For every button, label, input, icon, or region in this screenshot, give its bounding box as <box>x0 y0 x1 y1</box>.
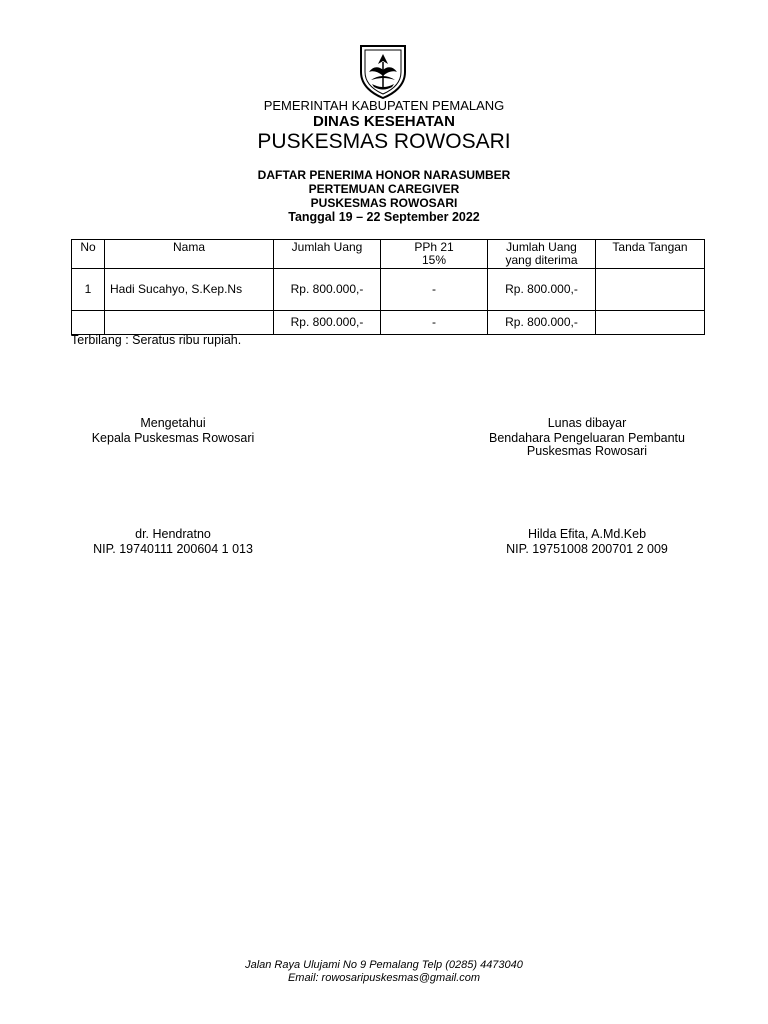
col-header-diterima: Jumlah Uang yang diterima <box>488 240 596 269</box>
cell-ttd <box>596 269 705 311</box>
cell-nama: Hadi Sucahyo, S.Kep.Ns <box>105 269 274 311</box>
right-sign-name: Hilda Efita, A.Md.Keb <box>527 527 647 541</box>
right-sign-position: Bendahara Pengeluaran Pembantu <box>489 431 685 445</box>
left-sign-nip: NIP. 19740111 200604 1 013 <box>93 542 253 556</box>
document-subtitle-place: PUSKESMAS ROWOSARI <box>310 196 458 210</box>
cell-total-no <box>72 311 105 335</box>
document-subtitle-event: PERTEMUAN CAREGIVER <box>308 182 460 196</box>
right-sign-caption: Lunas dibayar <box>547 416 627 430</box>
cell-diterima: Rp. 800.000,- <box>488 269 596 311</box>
cell-jumlah: Rp. 800.000,- <box>274 269 381 311</box>
cell-no: 1 <box>72 269 105 311</box>
left-sign-caption: Mengetahui <box>140 416 206 430</box>
col-header-jumlah: Jumlah Uang <box>274 240 381 269</box>
pemalang-emblem-logo <box>355 42 411 100</box>
header-department: DINAS KESEHATAN <box>313 113 455 130</box>
amount-in-words: Terbilang : Seratus ribu rupiah. <box>71 333 242 347</box>
honor-recipients-table <box>71 239 705 335</box>
cell-total-diterima: Rp. 800.000,- <box>488 311 596 335</box>
col-header-ttd: Tanda Tangan <box>596 240 705 269</box>
left-sign-position: Kepala Puskesmas Rowosari <box>91 431 255 445</box>
cell-pph: - <box>381 269 488 311</box>
cell-total-jumlah: Rp. 800.000,- <box>274 311 381 335</box>
right-sign-office: Puskesmas Rowosari <box>526 444 648 458</box>
cell-total-pph: - <box>381 311 488 335</box>
table-row <box>72 269 705 311</box>
col-header-nama: Nama <box>105 240 274 269</box>
col-header-pph: PPh 21 15% <box>381 240 488 269</box>
right-sign-nip: NIP. 19751008 200701 2 009 <box>506 542 668 556</box>
cell-total-ttd <box>596 311 705 335</box>
table-total-row <box>72 311 705 335</box>
header-institution: PUSKESMAS ROWOSARI <box>257 130 511 153</box>
document-title: DAFTAR PENERIMA HONOR NARASUMBER <box>257 168 511 182</box>
cell-total-nama <box>105 311 274 335</box>
table-header-row <box>72 240 705 269</box>
left-sign-name: dr. Hendratno <box>135 527 211 541</box>
footer-address: Jalan Raya Ulujami No 9 Pemalang Telp (0285) 4473040 <box>245 959 523 971</box>
document-date: Tanggal 19 – 22 September 2022 <box>288 210 480 224</box>
header-government: PEMERINTAH KABUPATEN PEMALANG <box>263 98 505 113</box>
footer-email: Email: rowosaripuskesmas@gmail.com <box>287 972 481 984</box>
col-header-no: No <box>72 240 105 269</box>
